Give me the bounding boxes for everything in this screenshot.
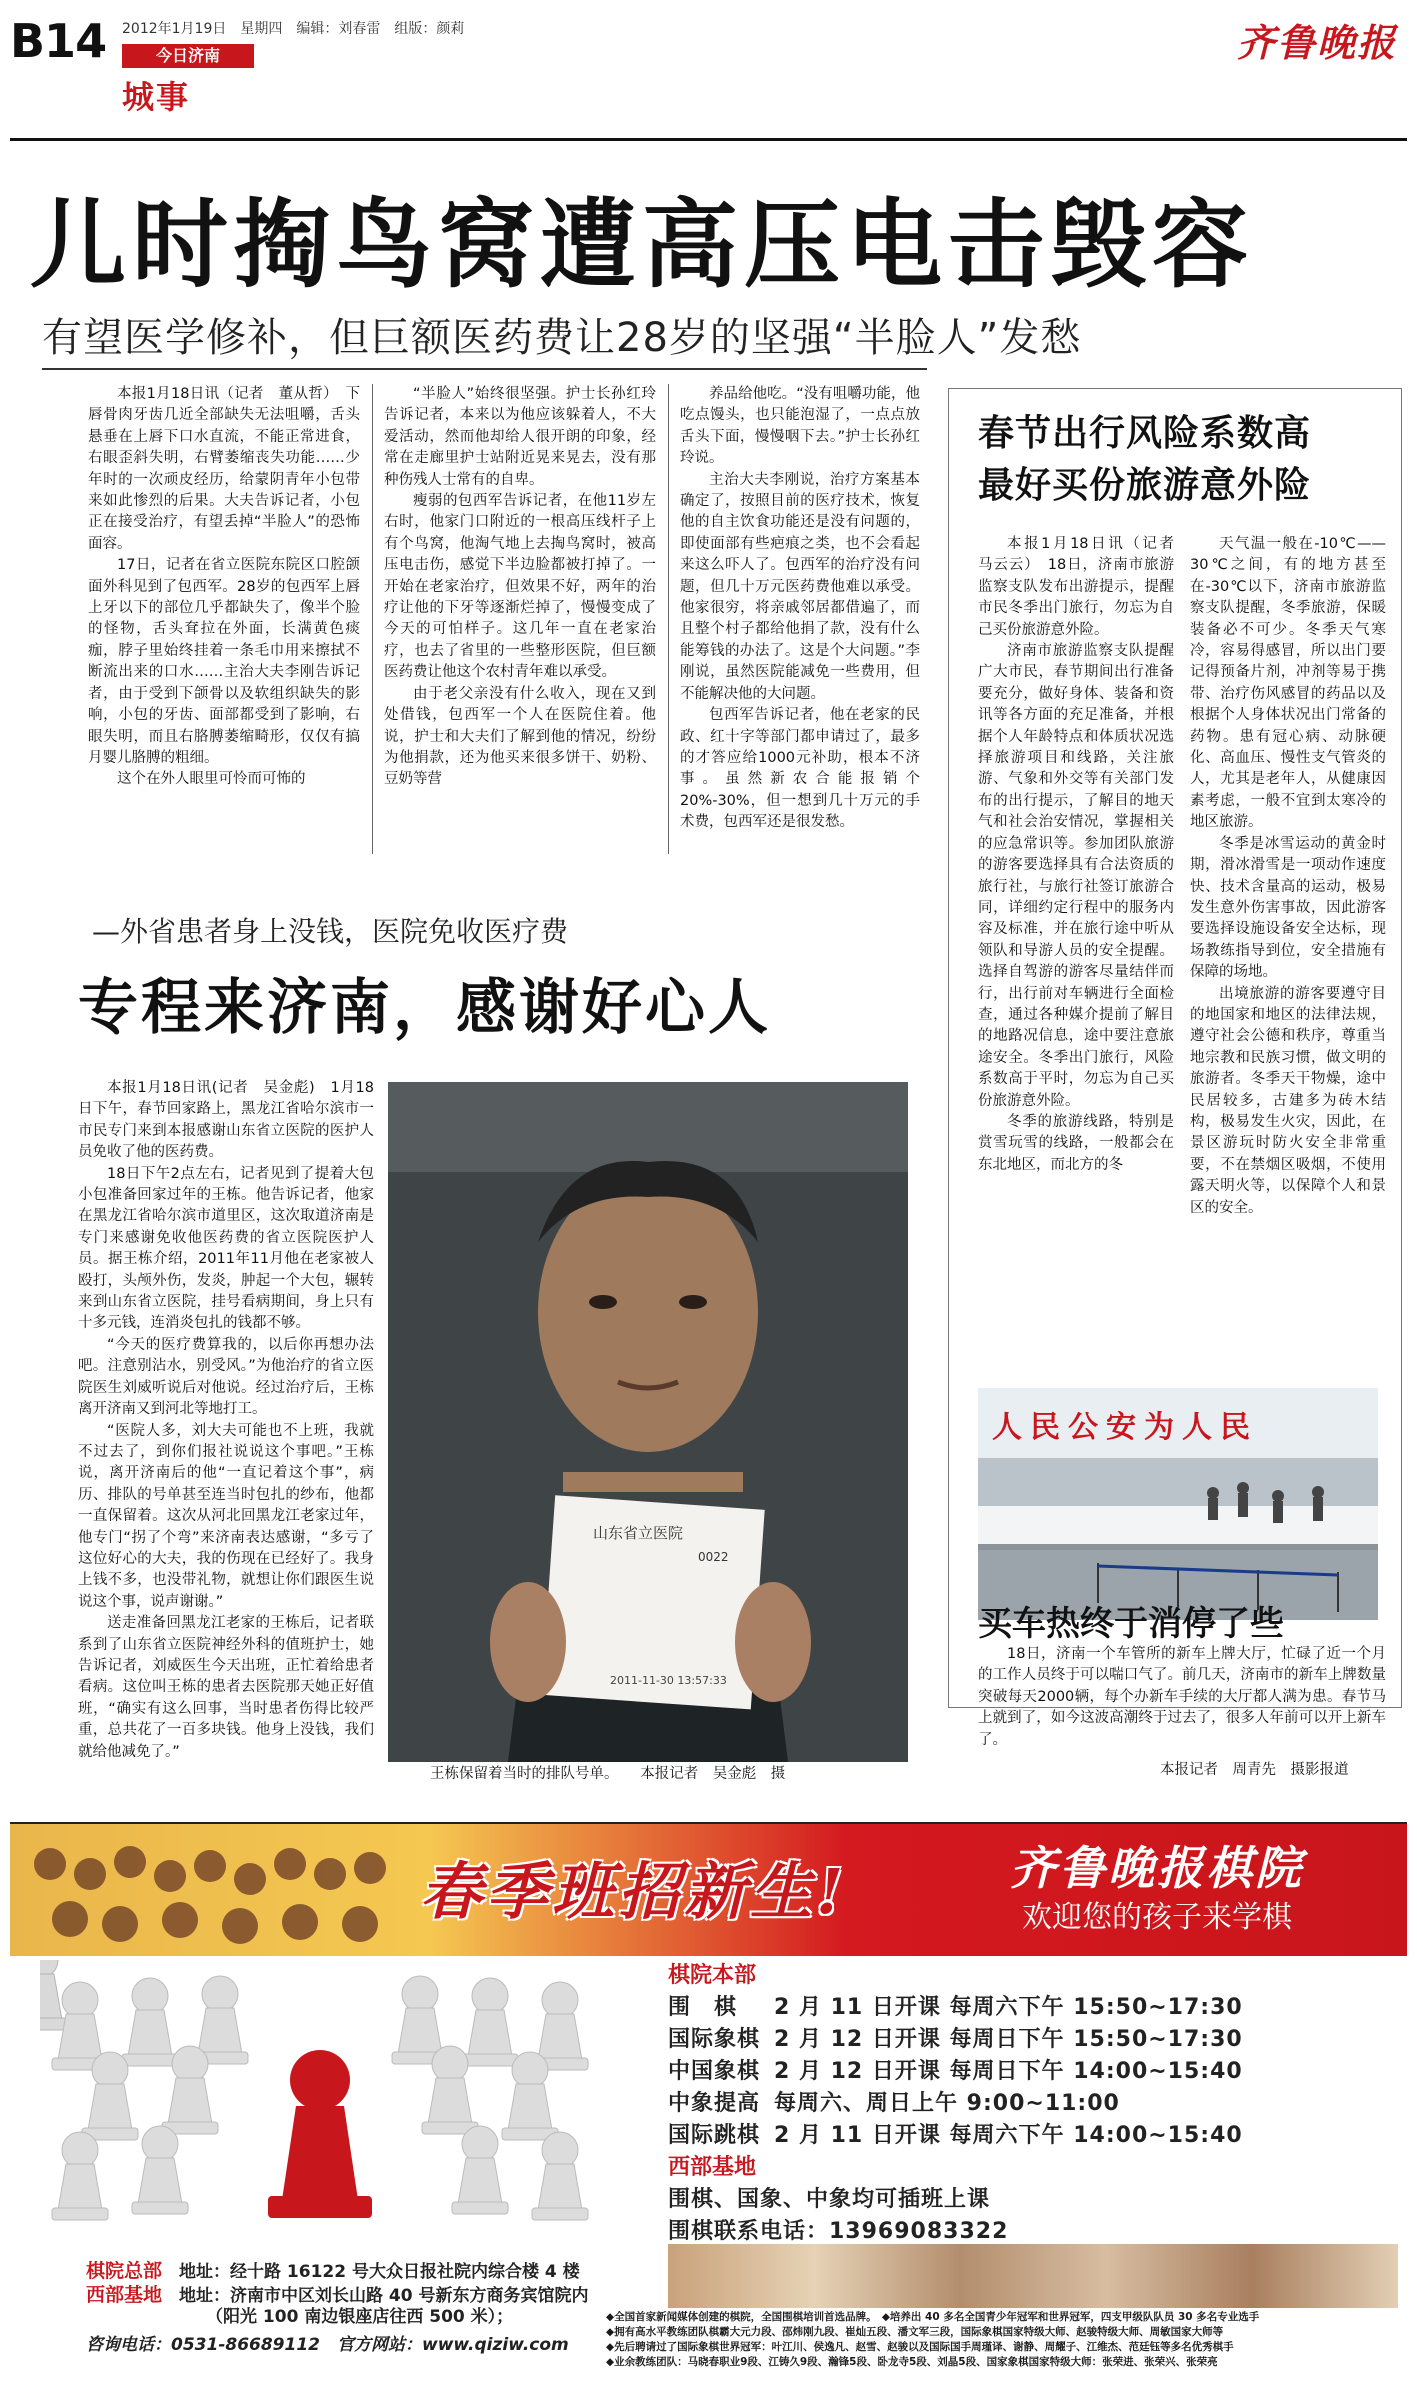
west-label: 西部基地	[668, 2155, 757, 2180]
address-hq-text: 地址：经十路 16122 号大众日报社院内综合楼 4 楼	[179, 2262, 580, 2282]
coaches-photo-strip	[668, 2244, 1398, 2308]
course-name: 国际象棋	[668, 2027, 761, 2052]
car-credit: 本报记者 周青先 摄影报道	[1160, 1762, 1349, 1778]
ad-title: 春季班招新生!	[420, 1855, 848, 1928]
paragraph: 本报1月18日讯(记者 吴金彪) 1月18日下午，春节回家路上，黑龙江省哈尔滨市一市民专门来到本报感谢山东省立医院的医护人员免收了他的医药费。	[78, 1080, 374, 1161]
pawn-icon-group	[40, 1960, 600, 2250]
bullet-item: ◆先后聘请过了国际象棋世界冠军：叶江川、侯逸凡、赵雪、赵骏以及国际国手周瑾译、谢静、周耀子、江维杰、范廷钰等多名优秀棋手	[606, 2341, 1234, 2353]
main-headline: 儿时掏鸟窝遭高压电击毁容	[30, 189, 1254, 301]
story1-column-3	[680, 384, 920, 834]
story2-column-1	[78, 1078, 374, 1763]
paragraph: “半脸人”始终很坚强。护士长孙红玲告诉记者，本来以为他应该躲着人，不大爱活动，然而他却给人很开朗的印象，经常在走廊里护士站附近晃来晃去，没有那种伤残人士常有的自卑。	[384, 386, 656, 488]
portrait-illustration	[388, 1082, 908, 1762]
paragraph: 由于老父亲没有什么收入，现在又到处借钱，包西军一个人在医院住着。他说，护士和大夫们了解到他的情况，纷纷为他捐款，还为他买来很多饼干、奶粉、豆奶等营	[384, 685, 656, 788]
ticket-title: 山东省立医院	[593, 1524, 684, 1542]
column-divider	[668, 384, 669, 854]
course-name: 国际跳棋	[668, 2123, 761, 2148]
story2-headline: 专程来济南，感谢好心人	[78, 973, 771, 1043]
paragraph: 冬季是冰雪运动的黄金时期，滑冰滑雪是一项动作速度快、技术含量高的运动，极易发生意外伤害事故，因此游客要选择设施设备安全达标，现场教练指导到位，安全措施有保障的场地。	[1190, 835, 1386, 981]
paragraph: 养品给他吃。“没有咀嚼功能，他吃点馒头，也只能泡湿了，一点点放舌头下面，慢慢咽下去。”护士长孙红玲说。	[680, 386, 920, 467]
address-hq-label: 棋院总部	[86, 2260, 163, 2282]
address-west-note: （阳光 100 南边银座店往西 500 米）；	[206, 2307, 514, 2327]
course-schedule: 2 月 11 日开课 每周六下午 14:00~15:40	[774, 2123, 1243, 2148]
course-schedule: 2 月 11 日开课 每周六下午 15:50~17:30	[774, 1995, 1243, 2020]
photo-caption: 王栋保留着当时的排队号单。 本报记者 吴金彪 摄	[430, 1766, 786, 1782]
course-name: 围 棋	[668, 1995, 738, 2020]
travel-column-1	[978, 534, 1189, 1176]
address-west-label: 西部基地	[86, 2284, 163, 2306]
story2-kicker: —外省患者身上没钱，医院免收医疗费	[92, 915, 569, 948]
issue-meta: 2012年1月19日 星期四 编辑：刘春雷 组版：颜莉	[122, 21, 465, 37]
paragraph: 冬季的旅游线路，特别是赏雪玩雪的线路，一般都会在东北地区，而北方的冬	[978, 1113, 1174, 1173]
west-line-2: 围棋联系电话：13969083322	[668, 2219, 1009, 2244]
paragraph: “医院人多，刘大夫可能也不上班，我就不过去了，到你们报社说说这个事吧。”王栋说，离开济南后的他“一直记着这个事”，病历、排队的号单甚至连当时包扎的纱布，他都一直保留着。这次从河北回黑龙江老家过年，他专门“拐了个弯”来济南表达感谢，“多亏了这位好心的大夫，我的伤现在已经好了。我身上钱不多，也没带礼物，就想让你们跟医生说说这个事，说声谢谢。”	[78, 1422, 374, 1610]
travel-column-2	[1190, 534, 1386, 1219]
main-subhead: 有望医学修补，但巨额医药费让28岁的坚强“半脸人”发愁	[42, 315, 1082, 361]
ad-phone-website: 咨询电话：0531-86689112 官方网站：www.qiziw.com	[86, 2335, 569, 2355]
subhead-rule	[42, 368, 927, 370]
vehicle-registration-hall-photo	[978, 1388, 1378, 1620]
top-rule	[10, 138, 1407, 141]
course-schedule: 2 月 12 日开课 每周日下午 14:00~15:40	[774, 2059, 1243, 2084]
car-body: 18日，济南一个车管所的新车上牌大厅，忙碌了近一个月的工作人员终于可以喘口气了。前几天，济南市的新车上牌数量突破每天2000辆，每个办新车手续的大厅都人满为患。春节马上就到了，如今这波高潮终于过去了，很多人年前可以开上新车了。	[978, 1646, 1386, 1748]
paragraph: “今天的医疗费算我的，以后你再想办法吧。注意别沾水，别受风。”为他治疗的省立医院医生刘威听说后对他说。经过治疗后，王栋离开济南又到河北等地打工。	[78, 1336, 374, 1418]
story1-column-2	[384, 384, 656, 791]
ticket-number: 0022	[698, 1550, 729, 1564]
course-schedule: 每周六、周日上午 9:00~11:00	[774, 2091, 1120, 2116]
travel-headline-line-2: 最好买份旅游意外险	[978, 465, 1312, 506]
car-headline: 买车热终于消停了些	[978, 1604, 1284, 1644]
red-pawn-icon	[268, 2050, 372, 2218]
bullet-item: ◆业余教练团队：马晓春职业9段、江铸久9段、瀚锋5段、卧龙寺5段、刘晶5段、国家象棋国家特级大师：张荣进、张荣兴、张荣亮	[606, 2356, 1218, 2368]
course-name: 中国象棋	[668, 2059, 761, 2084]
west-line-1: 围棋、国象、中象均可插班上课	[668, 2187, 991, 2212]
paragraph: 17日，记者在省立医院东院区口腔颌面外科见到了包西军。28岁的包西军上唇上牙以下的部位几乎都缺失了，像半个脸的怪物，舌头耷拉在外面，长满黄色痰痂，脖子里始终挂着一条毛巾用来擦拭不断流出来的口水……主治大夫李刚告诉记者，由于受到下颌骨以及软组织缺失的影响，小包的牙齿、面部都受到了影响，右眼失明，而且右胳膊萎缩畸形，仅仅有搞月婴儿胳膊的粗细。	[88, 557, 360, 766]
course-schedule: 2 月 12 日开课 每周日下午 15:50~17:30	[774, 2027, 1243, 2052]
ticket-time: 2011-11-30 13:57:33	[610, 1674, 727, 1687]
paragraph: 瘦弱的包西军告诉记者，在他11岁左右时，他家门口附近的一根高压线杆子上有个鸟窝，他淘气地上去掏鸟窝时，被高压电击伤，感觉下半边脸都被打掉了。一开始在老家治疗，但效果不好，两年的治疗让他的下牙等逐渐烂掉了，慢慢变成了今天的可怕样子。这几年一直在老家治疗，也去了省里的一些整形医院，但巨额医药费让他这个农村青年难以承受。	[384, 493, 656, 681]
bullet-item: ◆拥有高水平教练团队棋霸大元力段、邵炜刚九段、崔灿五段、潘文军三段，国际象棋国家特级大师、赵骏特级大师、周敏国家大师等	[606, 2326, 1224, 2338]
schedule-row	[668, 1990, 1243, 2021]
address-hq	[86, 2256, 580, 2283]
story1-column-1	[88, 384, 360, 791]
hq-label: 棋院本部	[668, 1963, 757, 1988]
paragraph: 送走准备回黑龙江老家的王栋后，记者联系到了山东省立医院神经外科的值班护士，她告诉记者，刘威医生今天出班，正忙着给患者看病。这位叫王栋的患者去医院那天她正好值班，“确实有这么回事，当时患者伤得比较严重，总共花了一百多块钱。他身上没钱，我们就给他减免了。”	[78, 1615, 374, 1760]
paragraph: 这个在外人眼里可怜而可怖的	[117, 771, 306, 788]
paragraph: 天气温一般在-10℃——30℃之间，有的地方甚至在-30℃以下，济南市旅游监察支队提醒，冬季旅游，保暖装备必不可少。冬季天气寒冷，容易得感冒，所以出门要记得预备片剂，冲剂等易于携带、治疗伤风感冒的药品以及根据个人身体状况出门常备的药物。患有冠心病、动脉硬化、高血压、慢性支气管炎的人，尤其是老年人，从健康因素考虑，一般不宜到太寒冷的地区旅游。	[1190, 536, 1386, 831]
paragraph: 18日下午2点左右，记者见到了提着大包小包准备回家过年的王栋。他告诉记者，他家在黑龙江省哈尔滨市道里区，这次取道济南是专门来感谢免收他医药费的省立医院医护人员。据王栋介绍，2011年11月他在老家被人殴打，头颅外伤，发炎，肿起一个大包，辗转来到山东省立医院，挂号看病期间，身上只有十多元钱，连消炎包扎的钱都不够。	[78, 1165, 374, 1332]
travel-headline	[978, 408, 1311, 512]
travel-headline-line-1: 春节出行风险系数高	[978, 413, 1312, 454]
paragraph: 本报1月18日讯（记者 董从哲） 下唇骨肉牙齿几近全部缺失无法咀嚼，舌头悬垂在上唇下口水直流，不能正常进食，右眼歪斜失明，右臂萎缩丧失功能……少年时的一次顽皮经历，给蒙阴青年小包带来如此惨烈的后果。大夫告诉记者，小包正在接受治疗，有望丢掉“半脸人”的恐怖面容。	[88, 386, 360, 552]
section-name: 城事	[122, 78, 191, 116]
schedule-row	[668, 2054, 1243, 2085]
course-name: 中象提高	[668, 2091, 761, 2116]
schedule-row	[668, 2022, 1243, 2053]
paragraph: 主治大夫李刚说，治疗方案基本确定了，按照目前的医疗技术，恢复他的自主饮食功能还是没有问题的，即使面部有些疤痕之类，也不会看起来这么吓人了。包西军的治疗没有问题，但几十万元医药费他难以承受。他家很穷，将亲戚邻居都借遍了，而且整个村子都给他捐了款，没有什么能筹钱的办法了。这是个大问题。”李刚说，虽然医院能减免一些费用，但不能解决他的大问题。	[680, 471, 920, 702]
schedule-row	[668, 2086, 1120, 2117]
man-with-ticket-photo	[388, 1082, 908, 1762]
column-divider	[372, 384, 373, 854]
pawns-illustration	[40, 1960, 600, 2250]
hall-sign: 人民公安为人民	[992, 1410, 1258, 1445]
bullet-item: ◆全国首家新闻媒体创建的棋院，全国围棋培训首选品牌。 ◆培养出 40 多名全国青少年冠军和世界冠军，四支甲级队队员 30 多名专业选手	[606, 2311, 1260, 2323]
paragraph: 本报1月18日讯（记者 马云云） 18日，济南市旅游监察支队发布出游提示，提醒市民冬季出门旅行，勿忘为自己买份旅游意外险。	[978, 536, 1189, 638]
ad-welcome: 欢迎您的孩子来学棋	[1022, 1900, 1292, 1935]
schedule-row	[668, 2118, 1243, 2149]
page-number: B14	[10, 14, 107, 68]
address-west-text: 地址：济南市中区刘长山路 40 号新东方商务宾馆院内	[179, 2286, 589, 2306]
ad-brand: 齐鲁晚报棋院	[1010, 1841, 1304, 1895]
ad-bullets	[606, 2310, 1396, 2370]
paragraph: 出境旅游的游客要遵守目的地国家和地区的法律法规，遵守社会公德和秩序，尊重当地宗教和民族习惯，做文明的旅游者。冬季天干物燥，途中民居较多，古建多为砖木结构，极易发生火灾，因此，在景区游玩时防火安全非常重要，不在禁烟区吸烟，不使用露天明火等，以保障个人和景区的安全。	[1190, 985, 1386, 1216]
masthead-logo: 齐鲁晚报	[1236, 20, 1397, 65]
paragraph: 包西军告诉记者，他在老家的民政、红十字等部门都申请过了，最多的才答应给1000元补助，根本不济事。虽然新农合能报销个20%-30%，但一想到几十万元的手术费，包西军还是很发愁。	[680, 707, 920, 831]
section-tag: 今日济南	[122, 44, 254, 68]
paragraph: 济南市旅游监察支队提醒广大市民，春节期间出行准备要充分，做好身体、装备和资讯等各方面的充足准备，并根据个人年龄特点和体质状况选择旅游项目和线路，关注旅游、气象和外交等有关部门发布的出行提示，了解目的地天气和社会治安情况，掌握相关的应急常识等。参加团队旅游的游客要选择具有合法资质的旅行社，与旅行社签订旅游合同，详细约定行程中的服务内容及标准，并在旅行途中听从领队和导游人员的安全提醒。选择自驾游的游客尽量结伴而行，出行前对车辆进行全面检查，通过各种媒介提前了解目的地路况信息，途中要注意旅途安全。冬季出门旅行，风险系数高于平时，勿忘为自己买份旅游意外险。	[978, 643, 1174, 1109]
